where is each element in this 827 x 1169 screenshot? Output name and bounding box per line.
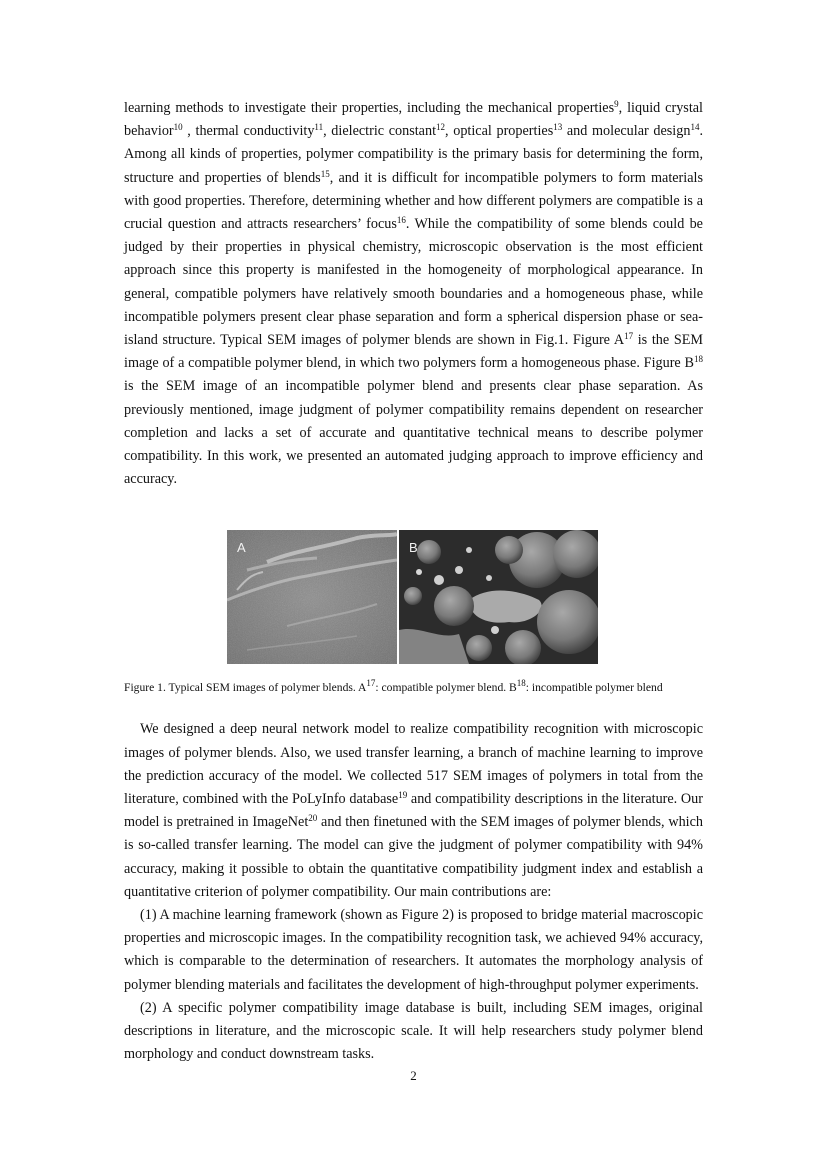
figure-1 [227,530,599,664]
citation-superscript: 16 [396,215,406,226]
page-body [124,97,703,1067]
figure-caption [124,676,703,699]
text-run: , dielectric constant [323,123,437,140]
text-run: , and it is difficult for incompatible polymers to form materials with good properties. Therefore, determining whether and how different polymers are compatible is a crucial question and attracts researchers’ focus [124,169,703,233]
text-run: is the SEM image of a compatible polymer blend, in which two polymers form a homogeneous phase. Figure B [124,332,703,372]
citation-superscript: 17 [624,331,634,342]
citation-superscript: 14 [690,122,700,133]
paragraph-contribution-summary [124,718,703,904]
text-run: and compatibility descriptions in the literature. Our model is pretrained in ImageNet [124,791,703,831]
citation-superscript: 18 [694,354,703,365]
citation-superscript: 15 [320,168,330,179]
citation-superscript: 13 [553,122,563,133]
text-run: (1) A machine learning framework (shown as Figure 2) is proposed to bridge material macroscopic properties and microscopic images. In the compatibility recognition task, we achieved 94% accuracy, which is comparable to the determination of researchers. It automates the morphology analysis of polymer blending materials and facilitates the development of high-throughput polymer experiments. [124,907,703,993]
sem-image-a [227,530,397,664]
page-number: 2 [410,1068,417,1083]
citation-superscript: 11 [314,122,324,133]
text-run: : compatible polymer blend. B [375,681,517,695]
text-run: : incompatible polymer blend [525,681,663,695]
citation-superscript: 18 [516,678,526,689]
text-run: . Among all kinds of properties, polymer compatibility is the primary basis for determining the form, structure and properties of blends [124,123,703,186]
text-run: , optical properties [445,123,554,140]
text-run: . While the compatibility of some blends could be judged by their properties in physical chemistry, microscopic observation is the most efficient approach since this property is manifested in the homogeneity of morphological appearance. In general, compatible polymers have relatively smooth boundaries and a homogeneous phase, while incompatible polymers present clear phase separation and form a spherical dispersion phase or sea-island structure. Typical SEM images of polymer blends are shown in Fig.1. Figure A [124,216,703,349]
text-run: and then finetuned with the SEM images of polymer blends, which is so-called transfer learning. The model can give the judgment of polymer compatibility with 94% accuracy, making it possible to obtain the quantitative compatibility judgment index and establish a quantitative criterion of polymer compatibility. Our main contributions are: [124,814,703,900]
citation-superscript: 12 [436,122,446,133]
sem-image-a-graphic [227,530,397,664]
panel-label-a: A [237,540,246,556]
text-run: , thermal conductivity [182,123,315,140]
paragraph-contribution-1 [124,904,703,997]
paragraph-contribution-2 [124,997,703,1067]
paragraph-intro [124,97,703,491]
panel-label-b: B [409,540,418,556]
citation-superscript: 19 [398,790,408,801]
text-run: learning methods to investigate their properties, including the mechanical properties [124,100,615,116]
citation-superscript: 10 [173,122,183,133]
text-run: , liquid crystal behavior [124,100,703,140]
text-run: We designed a deep neural network model to realize compatibility recognition with microscopic images of polymer blends. Also, we used transfer learning, a branch of machine learning to improve the prediction accuracy of the model. We collected 517 SEM images of polymers in total from the literature, combined with the PoLyInfo database [124,721,703,808]
citation-superscript: 20 [308,813,318,824]
text-run: Figure 1. Typical SEM images of polymer blends. A [124,681,367,695]
sem-image-b-graphic [399,530,598,664]
text-run: is the SEM image of an incompatible polymer blend and presents clear phase separation. As previously mentioned, image judgment of polymer compatibility remains dependent on researcher completion and lacks a set of accurate and quantitative technical means to describe polymer compatibility. In this work, we presented an automated judging approach to improve efficiency and accuracy. [124,378,703,488]
sem-image-b [399,530,598,664]
citation-superscript: 17 [366,678,376,689]
citation-superscript: 9 [614,99,619,109]
text-run: and molecular design [562,123,691,140]
text-run: (2) A specific polymer compatibility image database is built, including SEM images, original descriptions in literature, and the microscopic scale. It will help researchers study polymer blend morphology and conduct downstream tasks. [124,999,703,1063]
